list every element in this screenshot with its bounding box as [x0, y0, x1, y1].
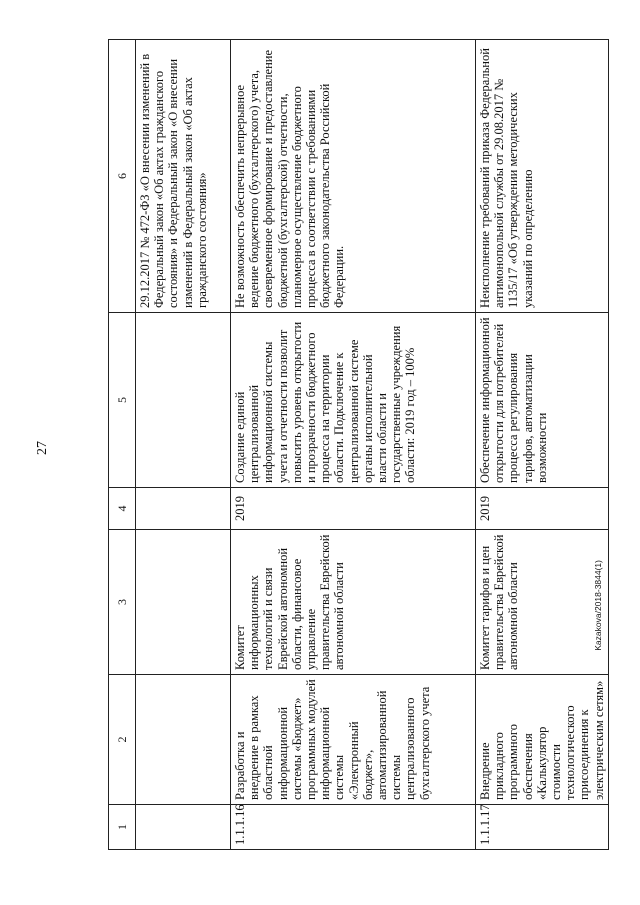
cell-name: Внедрение прикладного программного обеспечения «Калькулятор стоимости технологического присоединения к электрическим сетям» — [476, 675, 609, 805]
cell-name — [136, 675, 231, 805]
table-row — [136, 40, 231, 850]
cell-result: Создание единой централизованной информационной системы учета и отчетности позволит повысить уровень открытости и прозрачности бюджетного процесса на территории области. Подключение к централизованной системе органы исполнительной власти области и государственные учреждения области: 2019 год – 100% — [231, 313, 476, 488]
cell-risk: Неисполнение требований приказа Федеральной антимонопольной службы от 29.08.2017 № 1135/17 «Об утверждении методических указаний по определению — [476, 40, 609, 313]
cell-year — [136, 488, 231, 530]
document-code: Kazakova/2018-3844(1) — [593, 560, 603, 651]
measures-table — [108, 39, 609, 850]
cell-num: 1.1.1.16 — [231, 805, 476, 850]
header-col-5: 5 — [109, 313, 136, 488]
cell-executor: Комитет тарифов и цен правительства Еврейской автономной области — [476, 530, 609, 675]
rotated-table-container — [108, 40, 606, 850]
header-col-6: 6 — [109, 40, 136, 313]
header-col-4: 4 — [109, 488, 136, 530]
cell-num — [136, 805, 231, 850]
cell-executor — [136, 530, 231, 675]
cell-year: 2019 — [231, 488, 476, 530]
cell-name: Разработка и внедрение в рамках областной информационной системы «Бюджет» программных модулей информационной системы «Электронный бюджет», автоматизированной системы централизованного бухгалтерского учета — [231, 675, 476, 805]
cell-result: Обеспечение информационной открытости для потребителей процесса регулирования тарифов, автоматизации возможности — [476, 313, 609, 488]
cell-num: 1.1.1.17 — [476, 805, 609, 850]
header-col-2: 2 — [109, 675, 136, 805]
cell-year: 2019 — [476, 488, 609, 530]
header-row — [109, 40, 136, 850]
table-row — [476, 40, 609, 850]
cell-executor: Комитет информационных технологий и связи Еврейской автономной области, финансовое управление правительства Еврейской автономной области — [231, 530, 476, 675]
table-row — [231, 40, 476, 850]
cell-risk: 29.12.2017 № 472-ФЗ «О внесении изменений в Федеральный закон «Об актах гражданского состояния» и Федеральный закон «О внесении изменений в Федеральный закон «Об актах гражданского состояния» — [136, 40, 231, 313]
cell-risk: Не возможность обеспечить непрерывное ведение бюджетного (бухгалтерского) учета, своевременное формирование и предоставление бюджетной (бухгалтерской) отчетности, планомерное осуществление бюджетного процесса в соответствии с требованиями бюджетного законодательства Российской Федерации. — [231, 40, 476, 313]
header-col-1: 1 — [109, 805, 136, 850]
cell-result — [136, 313, 231, 488]
header-col-3: 3 — [109, 530, 136, 675]
page-number: 27 — [35, 441, 50, 455]
